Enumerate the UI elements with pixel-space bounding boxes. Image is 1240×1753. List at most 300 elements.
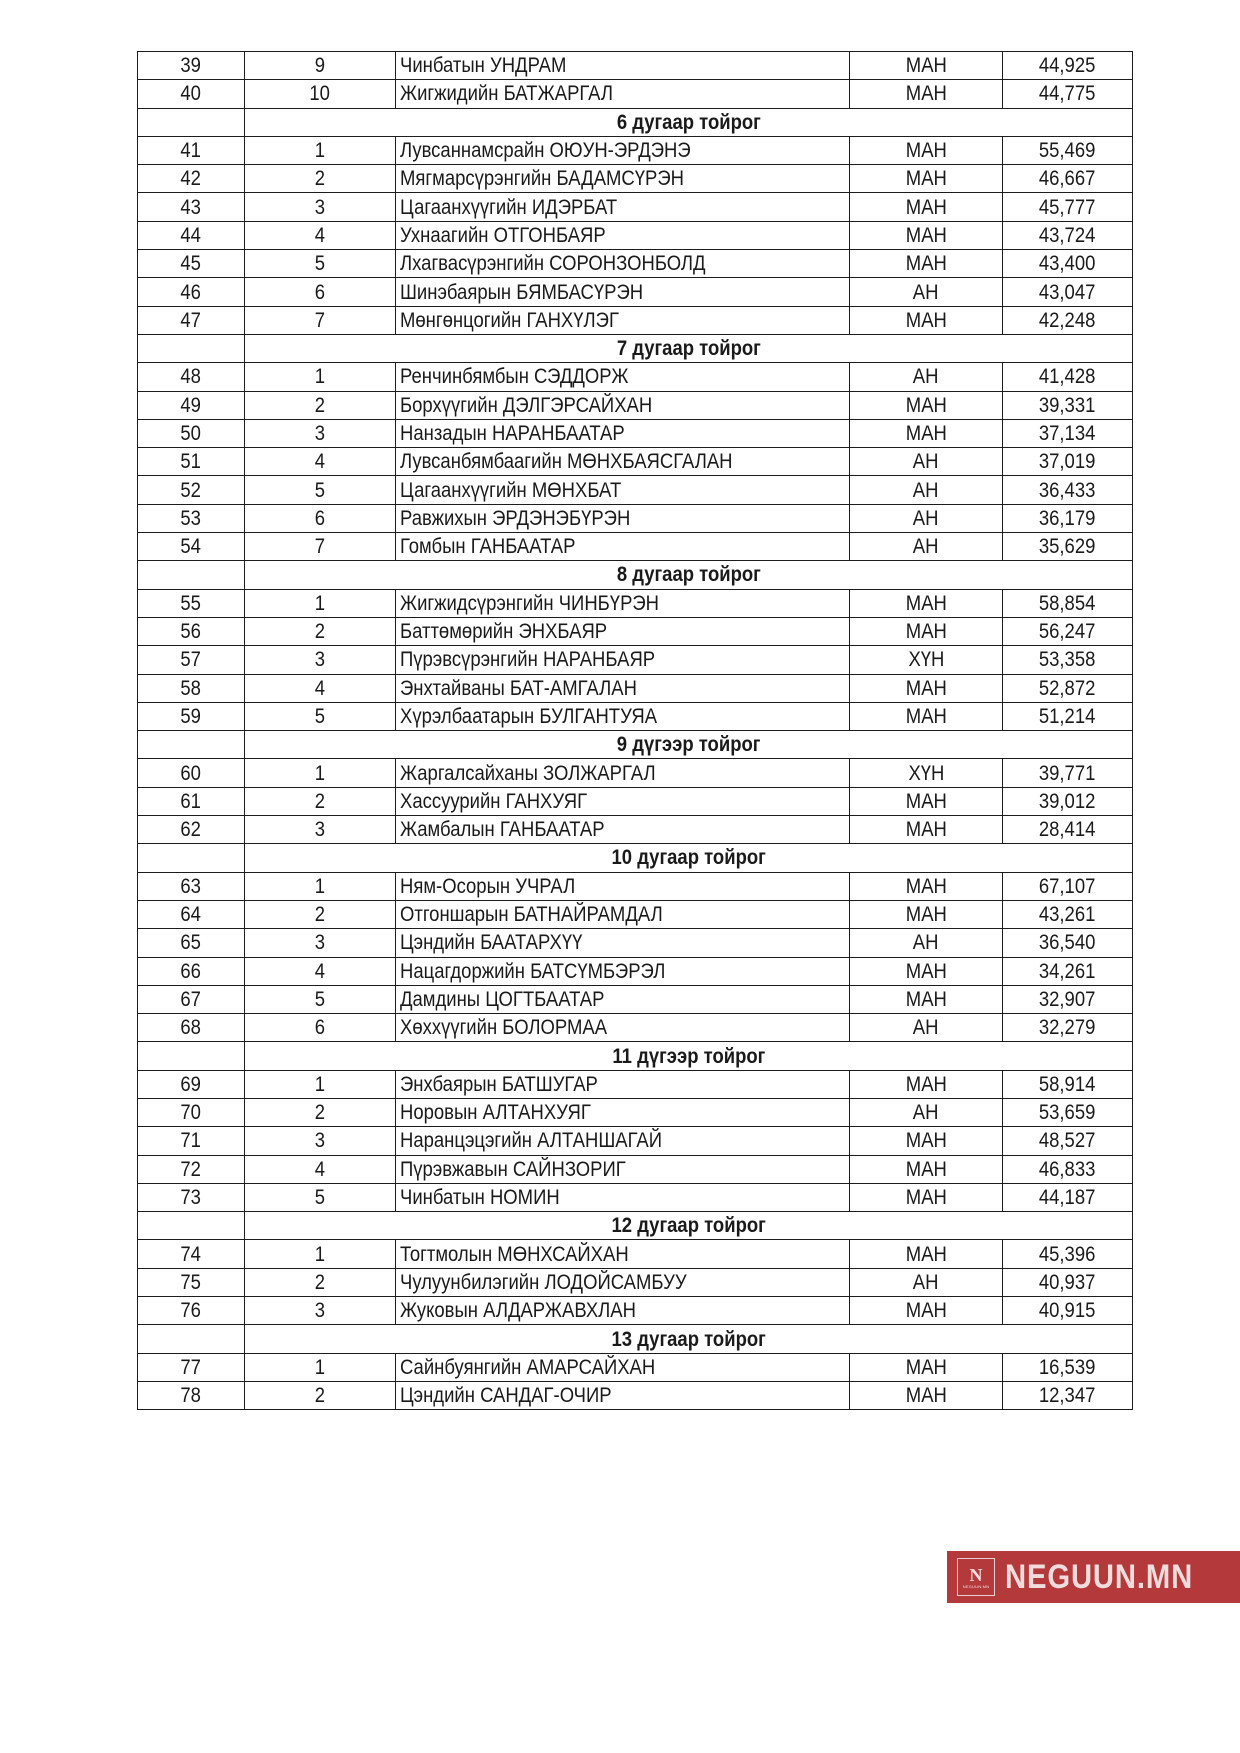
row-index-cell-text: 49 xyxy=(180,393,202,417)
rank-cell xyxy=(245,1268,396,1296)
table-row xyxy=(138,1297,1133,1325)
votes-cell xyxy=(1003,617,1133,645)
party-cell-text: МАН xyxy=(905,789,947,813)
rank-cell-text: 2 xyxy=(314,620,326,644)
candidate-name-cell-text: Пүрэвжавын САЙНЗОРИГ xyxy=(400,1157,626,1181)
candidate-name-cell xyxy=(396,250,850,278)
neguun-watermark-logo xyxy=(947,1551,1240,1603)
rank-cell xyxy=(245,52,396,80)
votes-cell xyxy=(1003,193,1133,221)
rank-cell-text: 1 xyxy=(314,1355,326,1379)
row-index-cell-text: 48 xyxy=(180,365,202,389)
section-title-text: 13 дугаар тойрог xyxy=(611,1327,766,1351)
row-index-cell xyxy=(138,1240,245,1268)
row-index-cell-text: 67 xyxy=(180,987,202,1011)
candidate-name-cell xyxy=(396,448,850,476)
row-index-cell-text: 71 xyxy=(180,1129,202,1153)
section-title xyxy=(245,731,1133,759)
rank-cell-text: 2 xyxy=(314,789,326,813)
party-cell xyxy=(850,193,1003,221)
section-header-row xyxy=(138,108,1133,136)
row-index-cell xyxy=(138,221,245,249)
row-index-cell xyxy=(138,617,245,645)
votes-cell xyxy=(1003,1353,1133,1381)
candidate-name-cell xyxy=(396,816,850,844)
votes-cell-text: 32,279 xyxy=(1039,1016,1096,1040)
party-cell-text: МАН xyxy=(905,308,947,332)
candidate-name-cell-text: Шинэбаярын БЯМБАСҮРЭН xyxy=(400,280,644,304)
row-index-cell xyxy=(138,391,245,419)
party-cell-text: МАН xyxy=(905,704,947,728)
rank-cell xyxy=(245,80,396,108)
votes-cell-text: 44,925 xyxy=(1039,54,1096,78)
candidate-name-cell-text: Хөххүүгийн БОЛОРМАА xyxy=(400,1016,608,1040)
party-cell-text: МАН xyxy=(905,393,947,417)
votes-cell-text: 67,107 xyxy=(1039,874,1096,898)
row-index-cell-text: 75 xyxy=(180,1270,202,1294)
row-index-cell-text: 43 xyxy=(180,195,202,219)
party-cell-text: АН xyxy=(913,365,939,389)
rank-cell-text: 3 xyxy=(314,818,326,842)
candidate-name-cell xyxy=(396,787,850,815)
rank-cell-text: 1 xyxy=(314,874,326,898)
candidate-name-cell xyxy=(396,1127,850,1155)
votes-cell xyxy=(1003,136,1133,164)
row-index-cell-text: 59 xyxy=(180,704,202,728)
votes-cell xyxy=(1003,221,1133,249)
row-index-cell xyxy=(138,702,245,730)
votes-cell-text: 43,724 xyxy=(1039,223,1096,247)
votes-cell-text: 48,527 xyxy=(1039,1129,1096,1153)
row-index-cell-text: 56 xyxy=(180,620,202,644)
table-row xyxy=(138,448,1133,476)
candidate-name-cell-text: Мягмарсүрэнгийн БАДАМСҮРЭН xyxy=(400,167,685,191)
rank-cell xyxy=(245,787,396,815)
section-blank-cell xyxy=(138,1042,245,1070)
party-cell xyxy=(850,617,1003,645)
votes-cell-text: 51,214 xyxy=(1039,704,1096,728)
candidate-name-cell xyxy=(396,1381,850,1409)
row-index-cell xyxy=(138,872,245,900)
party-cell-text: МАН xyxy=(905,676,947,700)
party-cell-text: АН xyxy=(913,450,939,474)
party-cell-text: АН xyxy=(913,1101,939,1125)
party-cell-text: МАН xyxy=(905,874,947,898)
row-index-cell-text: 45 xyxy=(180,252,202,276)
candidate-name-cell xyxy=(396,193,850,221)
party-cell-text: АН xyxy=(913,280,939,304)
table-row xyxy=(138,504,1133,532)
section-blank-cell xyxy=(138,334,245,362)
votes-cell xyxy=(1003,278,1133,306)
row-index-cell xyxy=(138,1014,245,1042)
votes-cell xyxy=(1003,391,1133,419)
row-index-cell-text: 60 xyxy=(180,761,202,785)
votes-cell xyxy=(1003,1240,1133,1268)
party-cell-text: МАН xyxy=(905,903,947,927)
section-blank-cell xyxy=(138,108,245,136)
row-index-cell xyxy=(138,1127,245,1155)
party-cell xyxy=(850,52,1003,80)
candidate-name-cell-text: Цэндийн САНДАГ-ОЧИР xyxy=(400,1384,612,1408)
votes-cell xyxy=(1003,872,1133,900)
row-index-cell-text: 73 xyxy=(180,1186,202,1210)
candidate-name-cell-text: Норовын АЛТАНХУЯГ xyxy=(400,1101,591,1125)
rank-cell xyxy=(245,957,396,985)
section-blank-cell xyxy=(138,561,245,589)
row-index-cell xyxy=(138,363,245,391)
rank-cell-text: 4 xyxy=(314,676,326,700)
votes-cell-text: 39,012 xyxy=(1039,789,1096,813)
votes-cell-text: 36,433 xyxy=(1039,478,1096,502)
rank-cell xyxy=(245,1155,396,1183)
party-cell xyxy=(850,674,1003,702)
votes-cell-text: 43,047 xyxy=(1039,280,1096,304)
logo-mark-glyph: N xyxy=(969,1564,983,1585)
section-header-row xyxy=(138,561,1133,589)
candidate-name-cell-text: Жигжидсүрэнгийн ЧИНБҮРЭН xyxy=(400,591,660,615)
results-table xyxy=(137,51,1133,1410)
candidate-name-cell xyxy=(396,957,850,985)
row-index-cell xyxy=(138,674,245,702)
row-index-cell-text: 54 xyxy=(180,535,202,559)
party-cell-text: МАН xyxy=(905,959,947,983)
rank-cell-text: 2 xyxy=(314,167,326,191)
candidate-name-cell xyxy=(396,589,850,617)
votes-cell-text: 53,659 xyxy=(1039,1101,1096,1125)
party-cell xyxy=(850,1155,1003,1183)
section-title-text: 6 дугаар тойрог xyxy=(616,110,761,134)
rank-cell-text: 9 xyxy=(314,54,326,78)
table-row xyxy=(138,193,1133,221)
row-index-cell xyxy=(138,80,245,108)
rank-cell xyxy=(245,165,396,193)
party-cell-text: МАН xyxy=(905,591,947,615)
candidate-name-cell-text: Чинбатын УНДРАМ xyxy=(400,54,567,78)
candidate-name-cell-text: Ренчинбямбын СЭДДОРЖ xyxy=(400,365,629,389)
rank-cell xyxy=(245,816,396,844)
rank-cell-text: 1 xyxy=(314,1072,326,1096)
section-title xyxy=(245,1325,1133,1353)
row-index-cell-text: 55 xyxy=(180,591,202,615)
section-title xyxy=(245,561,1133,589)
row-index-cell xyxy=(138,1098,245,1126)
rank-cell-text: 3 xyxy=(314,648,326,672)
party-cell xyxy=(850,504,1003,532)
party-cell-text: АН xyxy=(913,478,939,502)
row-index-cell-text: 65 xyxy=(180,931,202,955)
table-row xyxy=(138,363,1133,391)
table-row xyxy=(138,391,1133,419)
candidate-name-cell xyxy=(396,80,850,108)
table-row xyxy=(138,476,1133,504)
party-cell xyxy=(850,533,1003,561)
candidate-name-cell xyxy=(396,1183,850,1211)
rank-cell xyxy=(245,193,396,221)
candidate-name-cell xyxy=(396,52,850,80)
row-index-cell xyxy=(138,533,245,561)
party-cell xyxy=(850,1127,1003,1155)
votes-cell xyxy=(1003,1127,1133,1155)
row-index-cell xyxy=(138,419,245,447)
rank-cell-text: 4 xyxy=(314,450,326,474)
logo-brand-text: NEGUUN.MN xyxy=(1005,1557,1194,1596)
row-index-cell xyxy=(138,1268,245,1296)
table-row xyxy=(138,1240,1133,1268)
rank-cell-text: 1 xyxy=(314,1242,326,1266)
table-row xyxy=(138,306,1133,334)
candidate-name-cell xyxy=(396,165,850,193)
candidate-name-cell-text: Ухнаагийн ОТГОНБАЯР xyxy=(400,223,606,247)
table-row xyxy=(138,1155,1133,1183)
candidate-name-cell-text: Жуковын АЛДАРЖАВХЛАН xyxy=(400,1299,636,1323)
candidate-name-cell xyxy=(396,221,850,249)
rank-cell xyxy=(245,476,396,504)
votes-cell-text: 36,179 xyxy=(1039,506,1096,530)
candidate-name-cell xyxy=(396,1353,850,1381)
votes-cell xyxy=(1003,80,1133,108)
candidate-name-cell-text: Мөнгөнцогийн ГАНХҮЛЭГ xyxy=(400,308,619,332)
candidate-name-cell xyxy=(396,646,850,674)
section-header-row xyxy=(138,1212,1133,1240)
rank-cell xyxy=(245,533,396,561)
votes-cell xyxy=(1003,900,1133,928)
candidate-name-cell xyxy=(396,136,850,164)
party-cell xyxy=(850,80,1003,108)
row-index-cell-text: 44 xyxy=(180,223,202,247)
candidate-name-cell xyxy=(396,504,850,532)
candidate-name-cell xyxy=(396,278,850,306)
rank-cell-text: 4 xyxy=(314,223,326,247)
table-row xyxy=(138,759,1133,787)
table-row xyxy=(138,419,1133,447)
votes-cell-text: 44,187 xyxy=(1039,1186,1096,1210)
votes-cell-text: 37,134 xyxy=(1039,422,1096,445)
votes-cell-text: 55,469 xyxy=(1039,139,1096,163)
row-index-cell xyxy=(138,1155,245,1183)
section-title-text: 7 дугаар тойрог xyxy=(616,337,761,361)
votes-cell-text: 39,331 xyxy=(1039,393,1096,417)
table-row xyxy=(138,52,1133,80)
table-row xyxy=(138,1381,1133,1409)
candidate-name-cell xyxy=(396,900,850,928)
votes-cell xyxy=(1003,363,1133,391)
votes-cell xyxy=(1003,1183,1133,1211)
votes-cell-text: 40,937 xyxy=(1039,1270,1096,1294)
row-index-cell-text: 41 xyxy=(180,139,202,163)
candidate-name-cell-text: Цэндийн БААТАРХҮҮ xyxy=(400,931,583,955)
candidate-name-cell-text: Нацагдоржийн БАТСҮМБЭРЭЛ xyxy=(400,959,666,983)
candidate-name-cell-text: Жамбалын ГАНБААТАР xyxy=(400,818,605,842)
row-index-cell-text: 47 xyxy=(180,308,202,332)
rank-cell-text: 6 xyxy=(314,506,326,530)
party-cell xyxy=(850,929,1003,957)
votes-cell-text: 32,907 xyxy=(1039,987,1096,1011)
row-index-cell xyxy=(138,646,245,674)
party-cell-text: АН xyxy=(913,1016,939,1040)
party-cell-text: ХҮН xyxy=(908,761,944,785)
section-title xyxy=(245,334,1133,362)
candidate-name-cell xyxy=(396,1098,850,1126)
row-index-cell xyxy=(138,957,245,985)
party-cell-text: МАН xyxy=(905,195,947,219)
rank-cell xyxy=(245,759,396,787)
section-title xyxy=(245,108,1133,136)
row-index-cell xyxy=(138,985,245,1013)
rank-cell xyxy=(245,391,396,419)
table-row xyxy=(138,1268,1133,1296)
rank-cell-text: 5 xyxy=(314,252,326,276)
candidate-name-cell-text: Наранцэцэгийн АЛТАНШАГАЙ xyxy=(400,1129,662,1153)
rank-cell-text: 2 xyxy=(314,903,326,927)
row-index-cell xyxy=(138,787,245,815)
votes-cell xyxy=(1003,448,1133,476)
row-index-cell xyxy=(138,929,245,957)
party-cell xyxy=(850,1297,1003,1325)
rank-cell-text: 2 xyxy=(314,1270,326,1294)
votes-cell xyxy=(1003,646,1133,674)
row-index-cell xyxy=(138,193,245,221)
rank-cell-text: 3 xyxy=(314,931,326,955)
votes-cell xyxy=(1003,589,1133,617)
candidate-name-cell-text: Борхүүгийн ДЭЛГЭРСАЙХАН xyxy=(400,393,653,417)
votes-cell-text: 16,539 xyxy=(1039,1355,1096,1379)
rank-cell-text: 2 xyxy=(314,1384,326,1408)
row-index-cell xyxy=(138,1183,245,1211)
rank-cell-text: 1 xyxy=(314,591,326,615)
party-cell xyxy=(850,448,1003,476)
rank-cell xyxy=(245,1353,396,1381)
row-index-cell xyxy=(138,1297,245,1325)
party-cell-text: МАН xyxy=(905,54,947,78)
party-cell xyxy=(850,957,1003,985)
rank-cell xyxy=(245,929,396,957)
party-cell xyxy=(850,589,1003,617)
table-row xyxy=(138,900,1133,928)
party-cell-text: АН xyxy=(913,1270,939,1294)
party-cell-text: МАН xyxy=(905,167,947,191)
section-title-text: 12 дугаар тойрог xyxy=(611,1214,766,1238)
candidate-name-cell xyxy=(396,533,850,561)
party-cell-text: АН xyxy=(913,535,939,559)
party-cell xyxy=(850,646,1003,674)
candidate-name-cell xyxy=(396,1297,850,1325)
party-cell xyxy=(850,787,1003,815)
section-title-text: 9 дүгээр тойрог xyxy=(616,733,761,757)
row-index-cell-text: 50 xyxy=(180,422,202,445)
party-cell-text: МАН xyxy=(905,620,947,644)
votes-cell xyxy=(1003,1098,1133,1126)
rank-cell-text: 5 xyxy=(314,704,326,728)
rank-cell-text: 1 xyxy=(314,365,326,389)
votes-cell xyxy=(1003,52,1133,80)
party-cell-text: МАН xyxy=(905,422,947,445)
candidate-name-cell xyxy=(396,306,850,334)
table-row xyxy=(138,165,1133,193)
row-index-cell-text: 57 xyxy=(180,648,202,672)
row-index-cell-text: 78 xyxy=(180,1384,202,1408)
table-row xyxy=(138,985,1133,1013)
row-index-cell-text: 46 xyxy=(180,280,202,304)
votes-cell-text: 46,833 xyxy=(1039,1157,1096,1181)
votes-cell xyxy=(1003,674,1133,702)
section-blank-cell xyxy=(138,731,245,759)
section-title-text: 11 дүгээр тойрог xyxy=(612,1044,765,1068)
votes-cell xyxy=(1003,985,1133,1013)
table-row xyxy=(138,136,1133,164)
candidate-name-cell-text: Тогтмолын МӨНХСАЙХАН xyxy=(400,1242,629,1266)
rank-cell xyxy=(245,900,396,928)
party-cell-text: МАН xyxy=(905,1355,947,1379)
rank-cell-text: 7 xyxy=(314,535,326,559)
votes-cell xyxy=(1003,1014,1133,1042)
row-index-cell xyxy=(138,250,245,278)
candidate-name-cell-text: Сайнбуянгийн АМАРСАЙХАН xyxy=(400,1355,656,1379)
row-index-cell-text: 64 xyxy=(180,903,202,927)
party-cell xyxy=(850,900,1003,928)
row-index-cell xyxy=(138,816,245,844)
table-row xyxy=(138,787,1133,815)
votes-cell xyxy=(1003,1381,1133,1409)
section-title xyxy=(245,1212,1133,1240)
rank-cell xyxy=(245,702,396,730)
votes-cell-text: 35,629 xyxy=(1039,535,1096,559)
candidate-name-cell xyxy=(396,1070,850,1098)
row-index-cell-text: 52 xyxy=(180,478,202,502)
candidate-name-cell-text: Энхбаярын БАТШУГАР xyxy=(400,1072,598,1096)
neguun-logo-icon xyxy=(957,1558,995,1596)
rank-cell xyxy=(245,1297,396,1325)
votes-cell xyxy=(1003,419,1133,447)
row-index-cell xyxy=(138,306,245,334)
votes-cell xyxy=(1003,533,1133,561)
rank-cell xyxy=(245,872,396,900)
row-index-cell-text: 74 xyxy=(180,1242,202,1266)
rank-cell xyxy=(245,448,396,476)
table-row xyxy=(138,816,1133,844)
votes-cell-text: 45,396 xyxy=(1039,1242,1096,1266)
row-index-cell xyxy=(138,448,245,476)
candidate-name-cell xyxy=(396,872,850,900)
candidate-name-cell-text: Нанзадын НАРАНБААТАР xyxy=(400,422,625,445)
row-index-cell-text: 53 xyxy=(180,506,202,530)
table-row xyxy=(138,702,1133,730)
row-index-cell xyxy=(138,52,245,80)
rank-cell-text: 1 xyxy=(314,761,326,785)
row-index-cell-text: 58 xyxy=(180,676,202,700)
section-title xyxy=(245,1042,1133,1070)
rank-cell xyxy=(245,617,396,645)
table-row xyxy=(138,617,1133,645)
votes-cell-text: 12,347 xyxy=(1039,1384,1096,1408)
candidate-name-cell-text: Цагаанхүүгийн МӨНХБАТ xyxy=(400,478,622,502)
party-cell-text: МАН xyxy=(905,987,947,1011)
candidate-name-cell xyxy=(396,674,850,702)
row-index-cell-text: 70 xyxy=(180,1101,202,1125)
votes-cell-text: 28,414 xyxy=(1039,818,1096,842)
candidate-name-cell-text: Чинбатын НОМИН xyxy=(400,1186,560,1210)
section-header-row xyxy=(138,1042,1133,1070)
rank-cell xyxy=(245,646,396,674)
party-cell-text: МАН xyxy=(905,252,947,276)
table-row xyxy=(138,1070,1133,1098)
section-blank-cell xyxy=(138,844,245,872)
table-row xyxy=(138,957,1133,985)
party-cell xyxy=(850,136,1003,164)
candidate-name-cell-text: Чулуунбилэгийн ЛОДОЙСАМБУУ xyxy=(400,1270,687,1294)
party-cell xyxy=(850,702,1003,730)
candidate-name-cell-text: Лхагвасүрэнгийн СОРОНЗОНБОЛД xyxy=(400,252,706,276)
